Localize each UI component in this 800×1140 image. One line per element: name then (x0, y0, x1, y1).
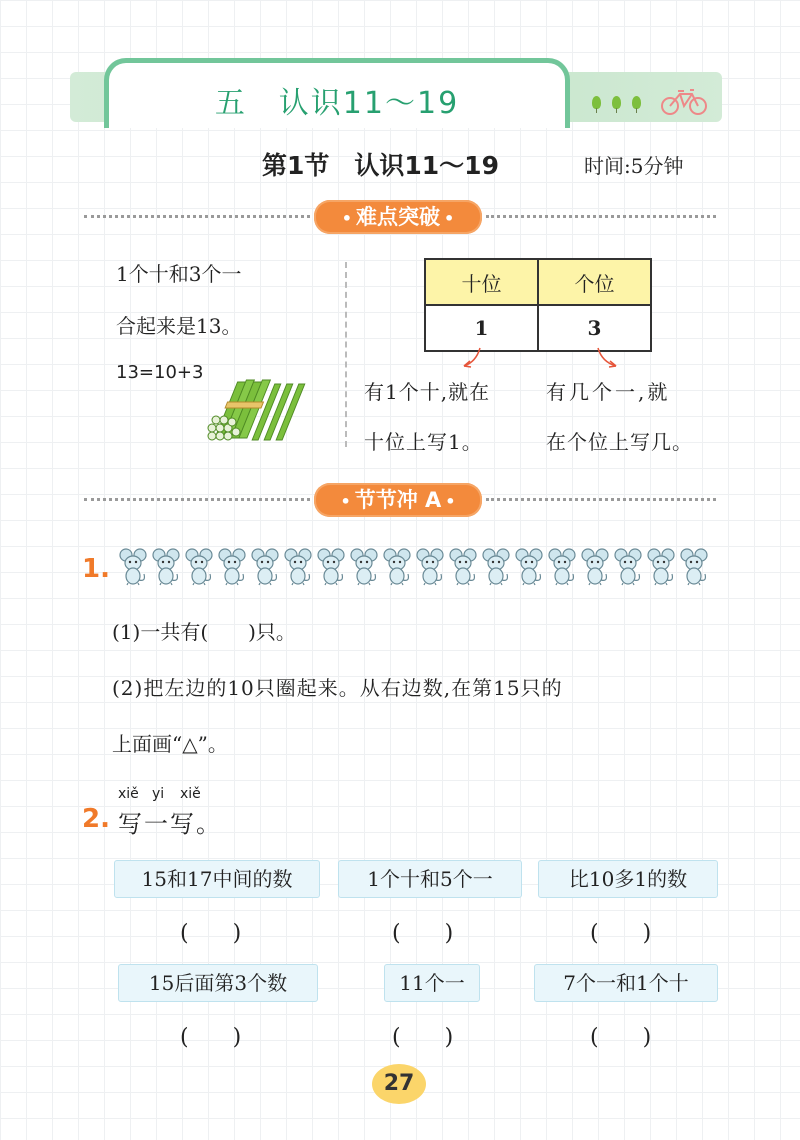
mouse-icon (547, 546, 577, 586)
pinyin: xiě (180, 786, 201, 802)
question-title: 写一写。 (118, 810, 222, 838)
section-badge-practice: • 节节冲 A • (314, 483, 482, 517)
mouse-icon (679, 546, 709, 586)
mouse-icon (448, 546, 478, 586)
mouse-icon (151, 546, 181, 586)
pointer-arrows (450, 346, 630, 370)
page-number: 27 (372, 1064, 426, 1104)
ones-header: 个位 (538, 259, 651, 305)
prompt-box: 15后面第3个数 (118, 964, 318, 1002)
question-number: 1. (82, 554, 110, 584)
prompt-box: 1个十和5个一 (338, 860, 522, 898)
mouse-icon (118, 546, 148, 586)
pinyin: xiě (118, 786, 139, 802)
prompt-box: 比10多1的数 (538, 860, 718, 898)
tens-value: 1 (425, 305, 538, 351)
mouse-icon (646, 546, 676, 586)
ones-value: 3 (538, 305, 651, 351)
prompt-box: 11个一 (384, 964, 480, 1002)
mouse-icon (250, 546, 280, 586)
equation: 13=10+3 (116, 362, 204, 383)
divider-vertical (345, 262, 347, 447)
mouse-icon (613, 546, 643, 586)
answer-blank[interactable]: ( ) (180, 921, 242, 946)
tens-note: 十位上写1。 (364, 430, 483, 454)
ones-note: 有几个一,就 (546, 380, 671, 404)
mice-row (118, 546, 709, 586)
mouse-icon (349, 546, 379, 586)
divider (84, 498, 310, 501)
answer-blank[interactable]: ( ) (392, 921, 454, 946)
section-badge-difficulty: • 难点突破 • (314, 200, 482, 234)
explanation-line: 1个十和3个一 (116, 262, 242, 286)
ones-note: 在个位上写几。 (546, 430, 693, 454)
mouse-icon (217, 546, 247, 586)
unit-title: 五 认识11～19 (214, 86, 460, 121)
time-label: 时间:5分钟 (584, 154, 684, 178)
question-part-2: (2)把左边的10只圈起来。从右边数,在第15只的 (112, 676, 563, 700)
prompt-box: 15和17中间的数 (114, 860, 320, 898)
explanation-line: 合起来是13。 (116, 314, 242, 338)
mouse-icon (316, 546, 346, 586)
answer-blank[interactable]: ( ) (590, 1025, 652, 1050)
question-number: 2. (82, 804, 110, 834)
mouse-icon (283, 546, 313, 586)
answer-blank[interactable]: ( ) (590, 921, 652, 946)
place-value-table (424, 258, 652, 352)
mouse-icon (382, 546, 412, 586)
question-part-2-cont: 上面画“△”。 (112, 732, 228, 756)
mouse-icon (514, 546, 544, 586)
question-part-1: (1)一共有( )只。 (112, 620, 296, 644)
divider (486, 215, 716, 218)
tens-header: 十位 (425, 259, 538, 305)
section-title: 第1节 认识11～19 (262, 151, 499, 180)
divider (84, 215, 310, 218)
mouse-icon (184, 546, 214, 586)
mouse-icon (481, 546, 511, 586)
bicycle-icon (660, 86, 708, 116)
divider (486, 498, 716, 501)
mouse-icon (415, 546, 445, 586)
pinyin: yi (152, 786, 165, 802)
answer-blank[interactable]: ( ) (392, 1025, 454, 1050)
mouse-icon (580, 546, 610, 586)
answer-blank[interactable]: ( ) (180, 1025, 242, 1050)
tens-note: 有1个十,就在 (364, 380, 491, 404)
prompt-box: 7个一和1个十 (534, 964, 718, 1002)
sticks-bundle-icon (200, 376, 312, 446)
